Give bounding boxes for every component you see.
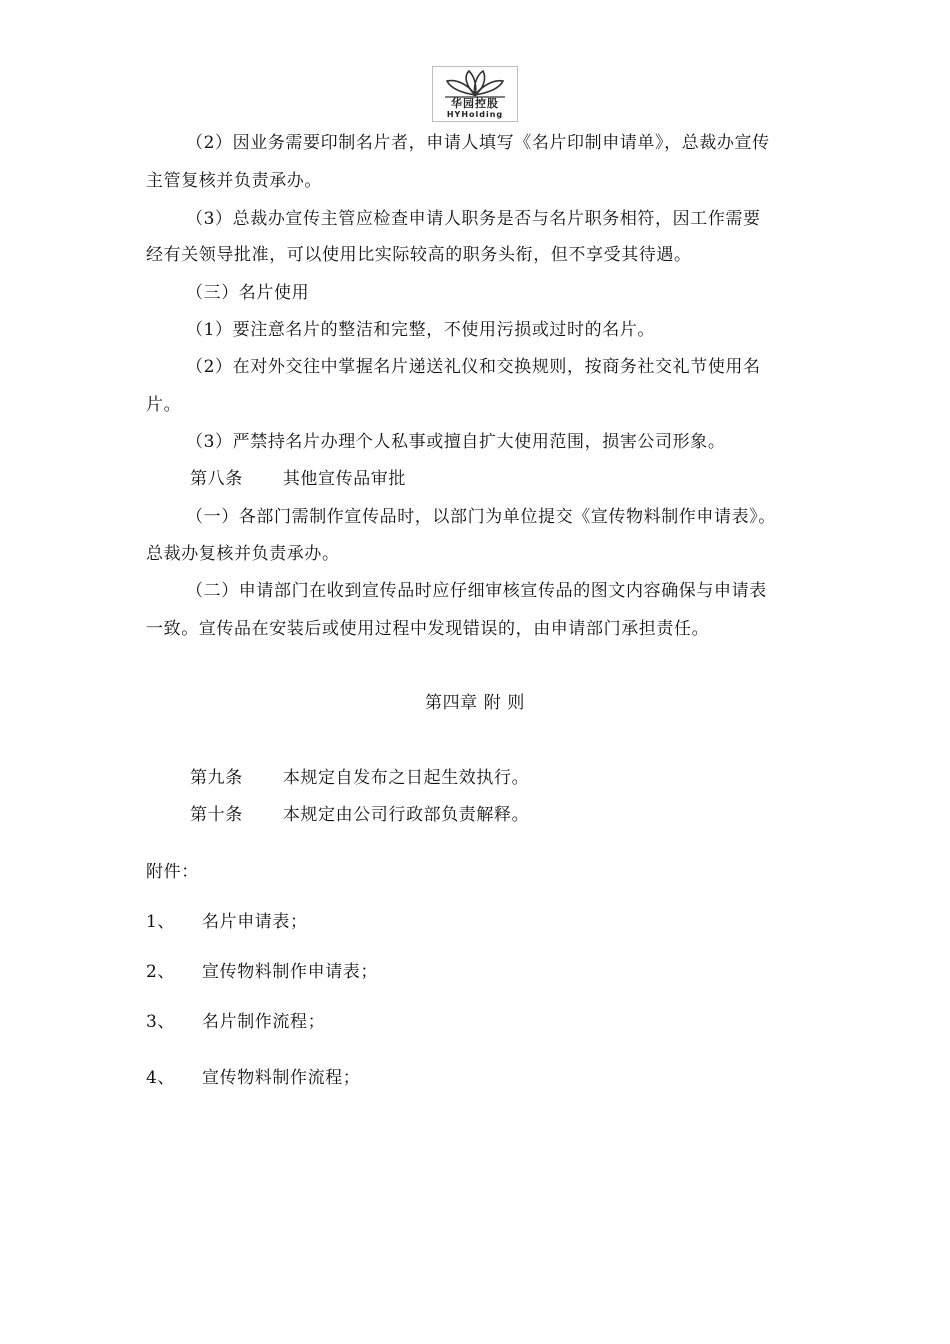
- attachment-number: 1、: [146, 912, 176, 932]
- section-heading: （三）名片使用: [186, 283, 310, 303]
- attachment-item: [146, 1067, 360, 1089]
- paragraph-line: 一致。宣传品在安装后或使用过程中发现错误的，由申请部门承担责任。: [146, 619, 710, 639]
- logo-name-en: HYHolding: [446, 110, 504, 119]
- attachment-number: 3、: [146, 1012, 176, 1032]
- article-8-title: 其他宣传品审批: [282, 469, 407, 489]
- paragraph-line: （一）各部门需制作宣传品时，以部门为单位提交《宣传物料制作申请表》。: [186, 507, 776, 527]
- fan-emblem-icon: [433, 67, 517, 99]
- attachment-text: 名片申请表；: [202, 912, 308, 932]
- attachment-number: 4、: [146, 1068, 176, 1088]
- paragraph-line: 片。: [146, 395, 182, 415]
- attachment-item: [146, 911, 308, 933]
- article-9-label: 第九条: [190, 768, 243, 788]
- paragraph-line: （1）要注意名片的整洁和完整，不使用污损或过时的名片。: [186, 320, 656, 340]
- article-9-text: 本规定自发布之日起生效执行。: [282, 768, 530, 788]
- attachments-label: 附件：: [146, 862, 199, 882]
- logo-name-cn: 华园控股: [451, 97, 499, 110]
- article-8-heading: [190, 468, 406, 490]
- paragraph-line: （2）因业务需要印制名片者，申请人填写《名片印制申请单》，总裁办宣传: [186, 133, 770, 153]
- article-8-label: 第八条: [190, 469, 243, 489]
- company-logo: [432, 66, 518, 122]
- chapter-title: 第四章 附 则: [424, 693, 525, 713]
- attachment-number: 2、: [146, 962, 176, 982]
- attachment-item: [146, 1011, 325, 1033]
- article-9: [190, 767, 529, 789]
- paragraph-line: 总裁办复核并负责承办。: [146, 544, 340, 564]
- paragraph-line: 主管复核并负责承办。: [146, 171, 322, 191]
- attachment-item: [146, 961, 378, 983]
- paragraph-line: （3）严禁持名片办理个人私事或擅自扩大使用范围，损害公司形象。: [186, 432, 726, 452]
- paragraph-line: （2）在对外交往中掌握名片递送礼仪和交换规则，按商务社交礼节使用名: [186, 357, 761, 377]
- article-10-label: 第十条: [190, 805, 243, 825]
- paragraph-line: 经有关领导批准，可以使用比实际较高的职务头衔，但不享受其待遇。: [146, 245, 692, 265]
- attachment-text: 宣传物料制作申请表；: [202, 962, 378, 982]
- paragraph-line: （二）申请部门在收到宣传品时应仔细审核宣传品的图文内容确保与申请表: [186, 581, 767, 601]
- article-10: [190, 804, 529, 826]
- attachment-text: 名片制作流程；: [202, 1012, 326, 1032]
- attachment-text: 宣传物料制作流程；: [202, 1068, 361, 1088]
- article-10-text: 本规定由公司行政部负责解释。: [282, 805, 530, 825]
- paragraph-line: （3）总裁办宣传主管应检查申请人职务是否与名片职务相符，因工作需要: [186, 209, 761, 229]
